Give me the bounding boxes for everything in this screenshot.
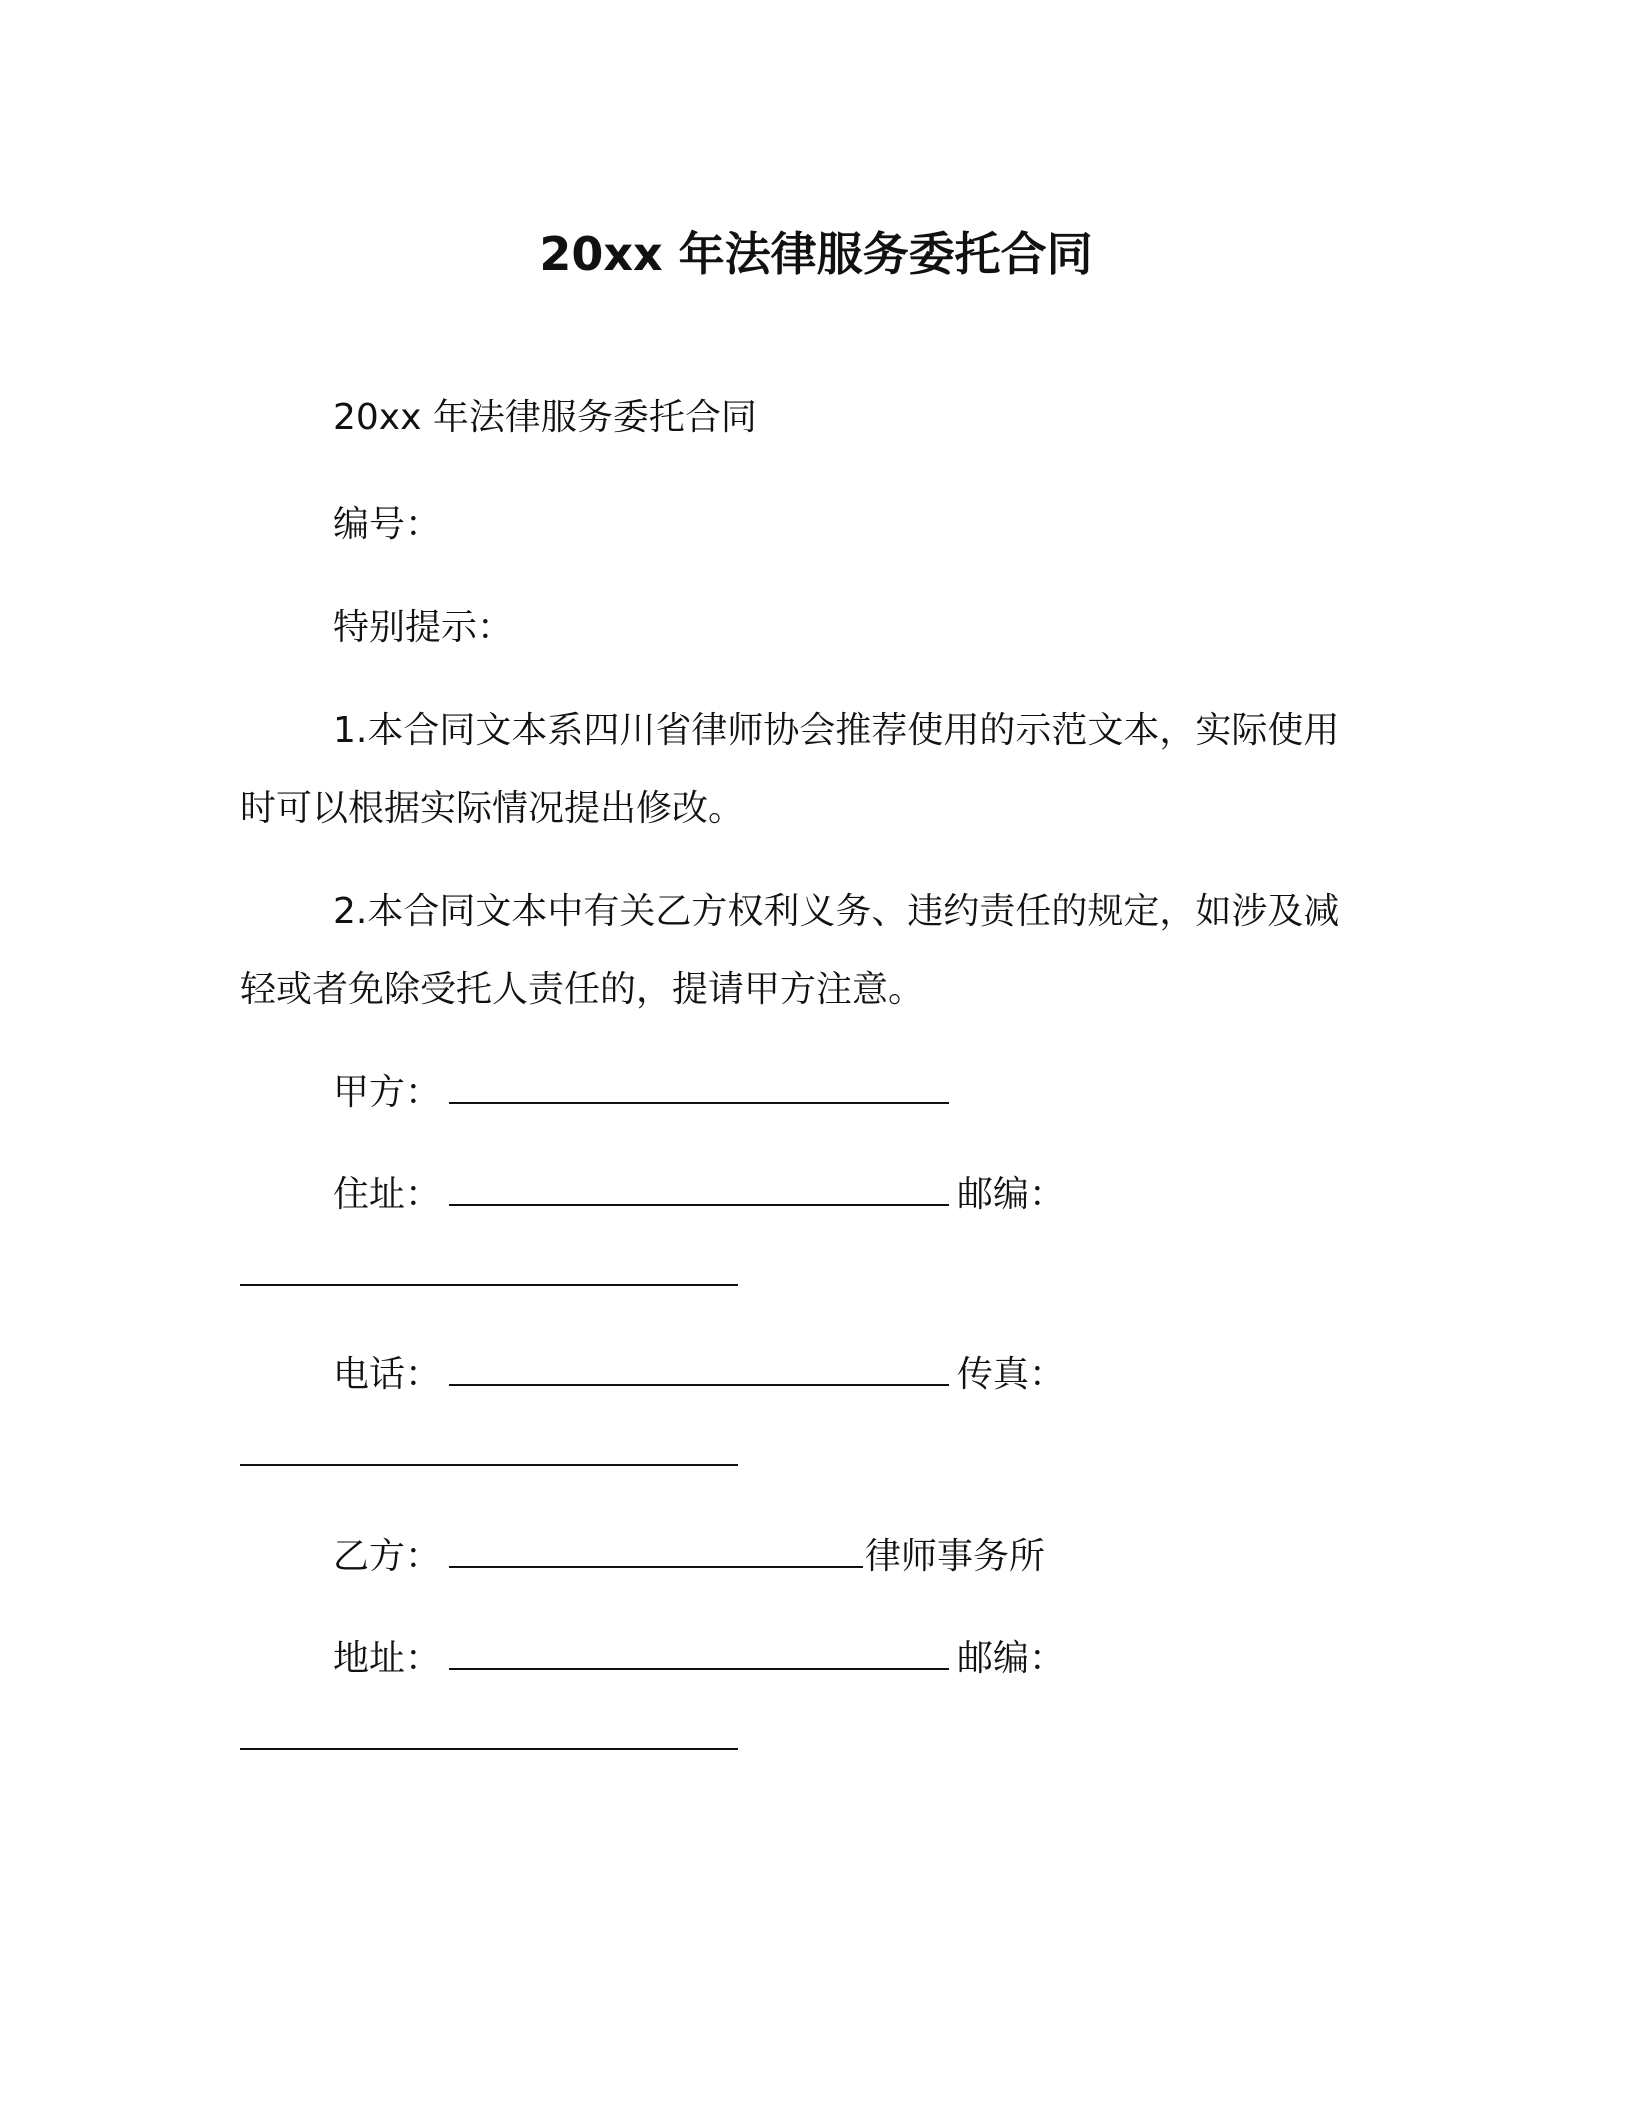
party-a-field[interactable] bbox=[449, 1068, 949, 1104]
party-a-label: 甲方： bbox=[333, 1072, 442, 1113]
party-b-field[interactable] bbox=[449, 1532, 863, 1568]
postcode-a-label: 邮编： bbox=[957, 1174, 1066, 1215]
address-a-field[interactable] bbox=[449, 1170, 949, 1206]
notice-2-line-1: 2.本合同文本中有关乙方权利义务、违约责任的规定，如涉及减 bbox=[333, 891, 1340, 932]
party-b-label: 乙方： bbox=[333, 1536, 442, 1577]
phone-row bbox=[333, 1350, 1065, 1400]
special-notice-label: 特别提示： bbox=[333, 607, 514, 648]
address-b-field[interactable] bbox=[449, 1634, 949, 1670]
party-a-row bbox=[333, 1068, 957, 1118]
notice-2-line-2: 轻或者免除受托人责任的，提请甲方注意。 bbox=[240, 969, 925, 1010]
phone-label: 电话： bbox=[333, 1354, 442, 1395]
address-b-label: 地址： bbox=[333, 1638, 442, 1679]
subtitle: 20xx 年法律服务委托合同 bbox=[333, 397, 757, 438]
postcode-a-field[interactable] bbox=[240, 1250, 738, 1286]
contract-number-label: 编号： bbox=[333, 504, 442, 545]
fax-field[interactable] bbox=[240, 1430, 738, 1466]
fax-label: 传真： bbox=[957, 1354, 1066, 1395]
address-a-row bbox=[333, 1170, 1065, 1220]
document-title: 20xx 年法律服务委托合同 bbox=[539, 227, 1093, 281]
postcode-b-label: 邮编： bbox=[957, 1638, 1066, 1679]
postcode-a-row bbox=[240, 1250, 746, 1300]
postcode-b-row bbox=[240, 1714, 746, 1764]
fax-row bbox=[240, 1430, 746, 1480]
notice-1-line-2: 时可以根据实际情况提出修改。 bbox=[240, 788, 745, 829]
notice-1-line-1: 1.本合同文本系四川省律师协会推荐使用的示范文本，实际使用 bbox=[333, 710, 1340, 751]
postcode-b-field[interactable] bbox=[240, 1714, 738, 1750]
phone-field[interactable] bbox=[449, 1350, 949, 1386]
address-b-row bbox=[333, 1634, 1065, 1684]
party-b-suffix: 律师事务所 bbox=[865, 1536, 1046, 1577]
party-b-row bbox=[333, 1532, 1045, 1582]
address-a-label: 住址： bbox=[333, 1174, 442, 1215]
